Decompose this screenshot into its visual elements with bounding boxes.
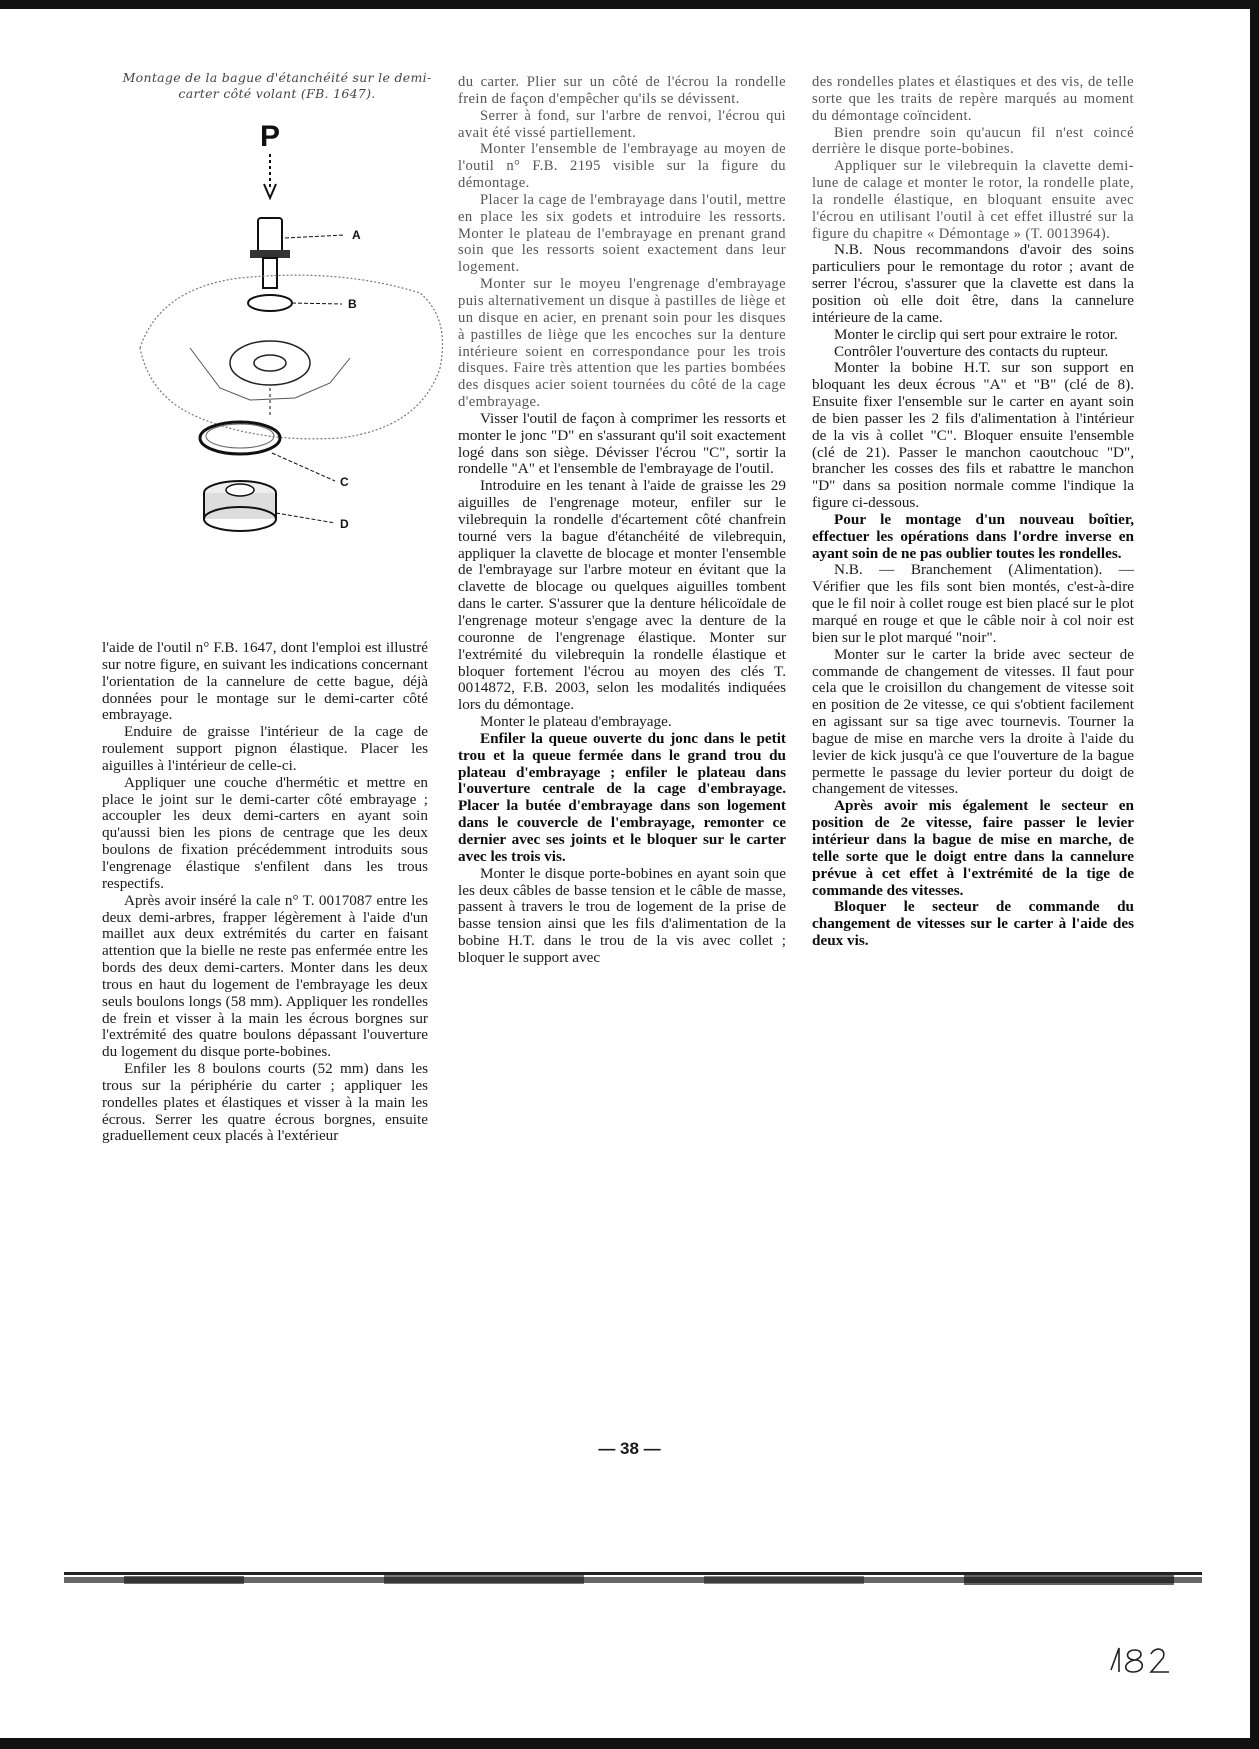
figure-caption: Montage de la bague d'étanchéité sur le demi-carter côté volant (FB. 1647).	[122, 70, 432, 101]
paragraph: Enfiler les 8 boulons courts (52 mm) dans les trous sur la périphérie du carter ; appliquer les rondelles plates et élastiques et visser à la main les écrous. Serrer les quatre écrous borgnes, ensuite graduellement ceux placés à l'extérieur	[102, 1060, 428, 1145]
scan-border-right	[1250, 0, 1259, 1749]
paragraph: l'aide de l'outil n° F.B. 1647, dont l'emploi est illustré sur notre figure, en suivant les indications concernant l'orientation de la cannelure de cette bague, déjà données pour le montage sur le demi-carter côté embrayage.	[102, 639, 428, 724]
seal-ring-icon	[248, 295, 292, 311]
handwritten-page-mark	[1105, 1640, 1175, 1680]
bottom-printed-rule	[64, 1566, 1202, 1588]
text-column-3	[812, 74, 1134, 950]
figure-arrow-label: P	[260, 120, 281, 153]
callout-c: C	[340, 475, 349, 489]
text-column-2	[458, 74, 786, 967]
paragraph: Placer la cage de l'embrayage dans l'outil, mettre en place les six godets et introduire les ressorts. Monter le plateau de l'embrayage en prenant grand soin que les ressorts soient exactement dans leur logement.	[458, 191, 786, 276]
paragraph: Pour le montage d'un nouveau boîtier, effectuer les opérations dans l'ordre inverse en ayant soin de ne pas oublier toutes les rondelles.	[812, 510, 1134, 562]
paragraph: Après avoir mis également le secteur en position de 2e vitesse, faire passer le levier intérieur dans la bague de mise en marche, de telle sorte que le doigt entre dans la cannelure prévue à cet effet à l'extrémité de la tige de commande des vitesses.	[812, 797, 1134, 899]
paragraph: Visser l'outil de façon à comprimer les ressorts et monter le jonc "D" en s'assurant qu'il soit exactement logé dans son siège. Dévisser l'écrou "C", sortir la rondelle "A" et l'ensemble de l'embrayage de l'outil.	[458, 409, 786, 478]
callout-d: D	[340, 517, 349, 531]
paragraph: des rondelles plates et élastiques et des vis, de telle sorte que les traits de repère marqués au moment du démontage coïncident.	[812, 74, 1134, 124]
callout-b: B	[348, 297, 357, 311]
scan-border-top	[0, 0, 1259, 9]
paragraph: N.B. Nous recommandons d'avoir des soins particuliers pour le remontage du rotor ; avant de serrer l'écrou, s'assurer que la clavette est dans la position où elle doit être, dans la cannelure intérieure de la came.	[812, 241, 1134, 326]
paragraph: Après avoir inséré la cale n° T. 0017087 entre les deux demi-arbres, frapper légèrement à l'aide d'un maillet aux deux extrémités du carter en faisant attention que la bielle ne reste pas enfermée entre les bords des deux demi-carters. Monter dans les deux trous en haut du logement de l'embrayage les deux seuls boulons longs (58 mm). Appliquer les rondelles de frein et visser à la main les écrous borgnes sur l'extrémité des quatre boulons dépassant l'ouverture du logement du disque porte-bobines.	[102, 891, 428, 1061]
paragraph: Monter la bobine H.T. sur son support en bloquant les deux écrous "A" et "B" (clé de 8). Ensuite fixer l'ensemble sur le carter en ayant soin de bien passer les 2 fils d'alimentation à l'intérieur de la vis à collet "C". Bloquer ensuite l'ensemble (clé de 21). Passer le manchon caoutchouc "D", brancher les cosses des fils et rabattre le manchon "D" dans sa position normale comme l'indique la figure ci-dessous.	[812, 359, 1134, 512]
callout-a: A	[352, 228, 361, 242]
paragraph: Bloquer le secteur de commande du changement de vitesses sur le carter à l'aide des deux vis.	[812, 898, 1134, 950]
paragraph: Serrer à fond, sur l'arbre de renvoi, l'écrou qui avait été vissé partiellement.	[458, 107, 786, 141]
paragraph: Enfiler la queue ouverte du jonc dans le petit trou et la queue fermée dans le grand trou du plateau d'embrayage ; enfiler le plateau dans l'ouverture centrale de la cage d'embrayage. Placer la butée d'embrayage dans son logement dans le couvercle de l'embrayage, remonter ce dernier avec ses joints et le bloquer sur le carter avec les trois vis.	[458, 729, 786, 865]
page-number: — 38 —	[598, 1439, 661, 1458]
paragraph: Appliquer une couche d'hermétic et mettre en place le joint sur le demi-carter côté embrayage ; accoupler les deux demi-carters en ayant soin qu'aussi bien les pions de centrage que les deux boulons de fixation précédemment introduits sous l'engrenage élastique s'enfilent dans les trous respectifs.	[102, 773, 428, 892]
paragraph: Bien prendre soin qu'aucun fil n'est coincé derrière le disque porte-bobines.	[812, 124, 1134, 158]
paragraph: Appliquer sur le vilebrequin la clavette demi-lune de calage et monter le rotor, la rondelle plate, la rondelle élastique, en bloquant ensuite avec l'écrou en utilisant l'outil à cet effet illustré sur la figure du chapitre « Démontage » (T. 0013964).	[812, 158, 1134, 242]
paragraph: Monter sur le moyeu l'engrenage d'embrayage puis alternativement un disque à pastilles de liège et un disque en acier, en prenant soin pour les disques à pastilles de liège que les encoches sur la denture intérieure soient en correspondance pour les trois disques. Faire très attention que les parties bombées des disques acier soient tournées du côté de la cage d'embrayage.	[458, 276, 786, 411]
paragraph: Monter le plateau d'embrayage.	[480, 713, 672, 731]
paragraph: Monter le circlip qui sert pour extraire le rotor.	[834, 325, 1118, 343]
text-column-1	[102, 640, 428, 1145]
paragraph: Monter le disque porte-bobines en ayant soin que les deux câbles de basse tension et le câble de masse, passent à travers le trou de logement de la prise de basse tension ainsi que les fils d'alimentation de la bobine H.T. dans le trou de la vis avec collet ; bloquer le support avec	[458, 864, 786, 966]
paragraph: Monter l'ensemble de l'embrayage au moyen de l'outil n° F.B. 2195 visible sur la figure du démontage.	[458, 141, 786, 192]
paragraph: Contrôler l'ouverture des contacts du rupteur.	[834, 342, 1109, 360]
paragraph: du carter. Plier sur un côté de l'écrou la rondelle frein de façon d'empêcher qu'ils se dévissent.	[458, 74, 786, 107]
tool-punch-icon	[258, 218, 282, 254]
paragraph: Monter sur le carter la bride avec secteur de commande de changement de vitesses. Il faut pour cela que le croisillon du changement de vitesse soit en position de 2e vitesse, ce qui s'obtient facilement en agissant sur sa tige avec tournevis. Tourner la bague de mise en marche vers la droite à l'aide du levier de kick jusqu'à ce que l'ouverture de la bague permette le passage du levier porteur du doigt de changement de vitesses.	[812, 645, 1134, 798]
scan-border-bottom	[0, 1738, 1259, 1749]
paragraph: Introduire en les tenant à l'aide de graisse les 29 aiguilles de l'engrenage moteur, enfiler sur le vilebrequin la rondelle d'écartement côté chanfrein tourné vers la bague d'étanchéité de vilebrequin, appliquer la clavette de blocage et monter l'ensemble de l'embrayage sur l'arbre moteur en évitant que la clavette de blocage ou quelques aiguilles tombent dans le carter. S'assurer que la denture hélicoïdale de l'engrenage moteur s'engage avec la denture de la couronne de l'engrenage élastique. Monter sur l'extrémité du vilebrequin la rondelle élastique et bloquer fortement l'écrou au moyen des clés T. 0014872, F.B. 2003, selon les modalités indiquées lors du démontage.	[458, 477, 786, 714]
paragraph: N.B. — Branchement (Alimentation). — Vérifier que les fils sont bien montés, c'est-à-dire que le fil noir à collet rouge est bien placé sur le plot marqué en rouge et que le câble noir à col noir est bien sur le plot marqué "noir".	[812, 561, 1134, 646]
exploded-assembly-figure	[120, 118, 450, 598]
ring-gasket-icon	[200, 422, 280, 454]
paragraph: Enduire de graisse l'intérieur de la cage de roulement support pignon élastique. Placer les aiguilles à l'intérieur de celle-ci.	[102, 723, 428, 774]
